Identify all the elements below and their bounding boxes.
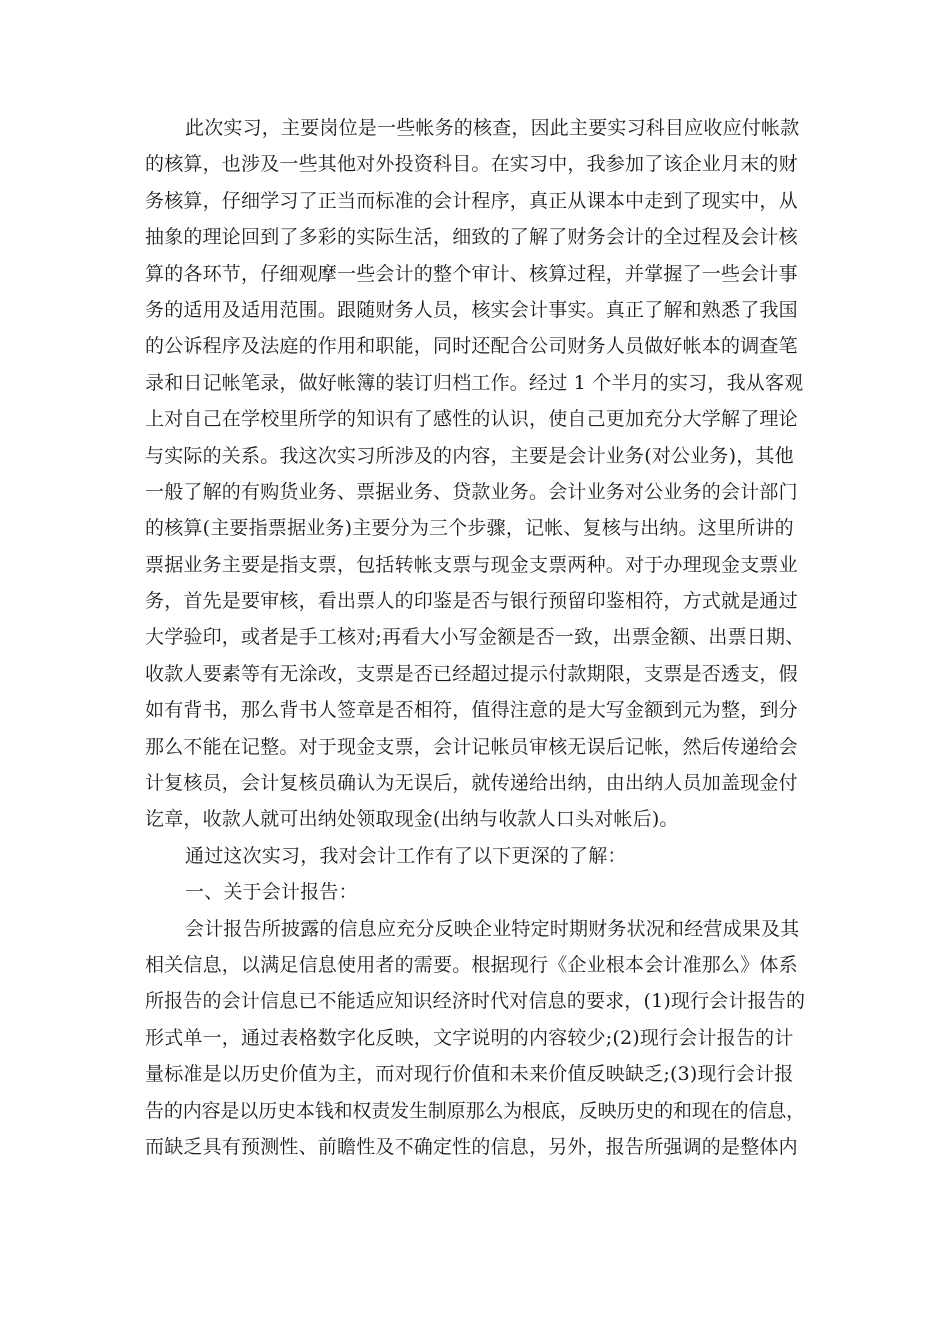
text-line: 的核算(主要指票据业务)主要分为三个步骤，记帐、复核与出纳。这里所讲的 — [145, 517, 794, 540]
text-line: 会计报告所披露的信息应充分反映企业特定时期财务状况和经营成果及其 — [185, 917, 800, 940]
text-line: 一、关于会计报告： — [185, 881, 358, 904]
text-line: 形式单一，通过表格数字化反映，文字说明的内容较少;(2)现行会计报告的计 — [145, 1026, 794, 1049]
text-line: 通过这次实习，我对会计工作有了以下更深的了解： — [185, 844, 627, 867]
text-line: 量标准是以历史价值为主，而对现行价值和未来价值反映缺乏;(3)现行会计报 — [145, 1063, 794, 1086]
text-line: 此次实习，主要岗位是一些帐务的核查，因此主要实习科目应收应付帐款 — [185, 117, 800, 139]
text-line: 相关信息，以满足信息使用者的需要。根据现行《企业根本会计准那么》体系 — [145, 953, 798, 976]
text-line: 收款人要素等有无涂改，支票是否已经超过提示付款期限，支票是否透支，假 — [145, 662, 798, 685]
text-line: 抽象的理论回到了多彩的实际生活，细致的了解了财务会计的全过程及会计核 — [145, 226, 798, 249]
text-line: 算的各环节，仔细观摩一些会计的整个审计、核算过程，并掌握了一些会计事 — [145, 262, 798, 285]
text-line: 的核算，也涉及一些其他对外投资科目。在实习中，我参加了该企业月末的财 — [145, 153, 798, 176]
text-line: 的公诉程序及法庭的作用和职能，同时还配合公司财务人员做好帐本的调查笔 — [145, 335, 798, 358]
text-line: 计复核员，会计复核员确认为无误后，就传递给出纳，由出纳人员加盖现金付 — [145, 772, 798, 795]
text-line: 大学验印，或者是手工核对;再看大小写金额是否一致，出票金额、出票日期、 — [145, 626, 805, 649]
text-line: 与实际的关系。我这次实习所涉及的内容，主要是会计业务(对公业务)，其他 — [145, 444, 794, 467]
text-line: 那么不能在记整。对于现金支票，会计记帐员审核无误后记帐，然后传递给会 — [145, 735, 798, 758]
body-text — [145, 110, 805, 1165]
text-line: 上对自己在学校里所学的知识有了感性的认识，使自己更加充分大学解了理论 — [145, 408, 798, 431]
text-line: 讫章，收款人就可出纳处领取现金(出纳与收款人口头对帐后)。 — [145, 808, 679, 831]
text-line: 如有背书，那么背书人签章是否相符，值得注意的是大写金额到元为整，到分 — [145, 699, 798, 722]
text-line: 录和日记帐笔录，做好帐簿的装订归档工作。经过 1 个半月的实习，我从客观 — [145, 371, 804, 394]
text-line: 票据业务主要是指支票，包括转帐支票与现金支票两种。对于办理现金支票业 — [145, 553, 798, 576]
text-line: 一般了解的有购货业务、票据业务、贷款业务。会计业务对公业务的会计部门 — [145, 480, 798, 503]
text-line: 务核算，仔细学习了正当而标准的会计程序，真正从课本中走到了现实中，从 — [145, 189, 798, 212]
text-line: 告的内容是以历史本钱和权责发生制原那么为根底，反映历史的和现在的信息， — [145, 1099, 806, 1122]
text-line: 务的适用及适用范围。跟随财务人员，核实会计事实。真正了解和熟悉了我国 — [145, 298, 798, 321]
text-line: 所报告的会计信息已不能适应知识经济时代对信息的要求，(1)现行会计报告的 — [145, 990, 806, 1013]
text-line: 务，首先是要审核，看出票人的印鉴是否与银行预留印鉴相符，方式就是通过 — [145, 590, 798, 613]
text-line: 而缺乏具有预测性、前瞻性及不确定性的信息，另外，报告所强调的是整体内 — [145, 1135, 798, 1158]
